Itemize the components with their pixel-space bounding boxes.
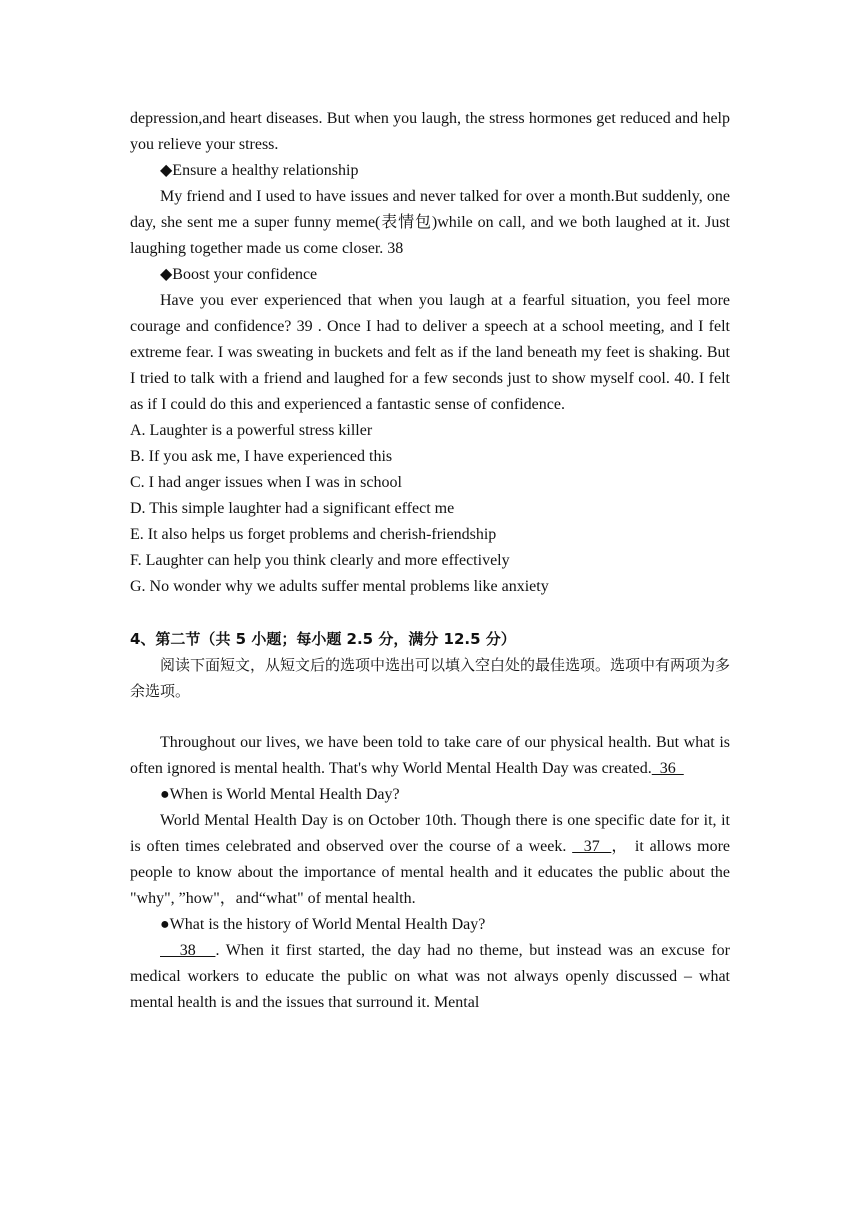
option-b: B. If you ask me, I have experienced this xyxy=(130,448,393,465)
history-text: . When it first started, the day had no theme, but instead was an excuse for medical workers to educate the public on what was not always openly discussed – what mental health is and the issues that surround it. Mental xyxy=(130,942,731,1011)
paragraph-when xyxy=(130,808,730,912)
option-a: A. Laughter is a powerful stress killer xyxy=(130,422,373,439)
heading-boost-confidence: ◆Boost your confidence xyxy=(160,266,318,283)
when-text-after: ， it allows more people to know about the importance of mental health and it educates the public about the "why", ”how"，and“what" of mental health. xyxy=(130,838,731,907)
intro-text: Throughout our lives, we have been told to take care of our physical health. But what is often ignored is mental health. That's why World Mental Health Day was created. xyxy=(130,734,730,777)
document-page xyxy=(130,106,730,1016)
paragraph-history xyxy=(130,938,730,1016)
option-e: E. It also helps us forget problems and cherish-friendship xyxy=(130,526,497,543)
option-g: G. No wonder why we adults suffer mental problems like anxiety xyxy=(130,578,549,595)
option-f: F. Laughter can help you think clearly and more effectively xyxy=(130,552,510,569)
heading-when: ●When is World Mental Health Day? xyxy=(160,786,400,803)
spacer xyxy=(130,600,730,626)
section-heading: 4、第二节（共 5 小题；每小题 2.5 分，满分 12.5 分） xyxy=(130,630,516,648)
when-text-before: World Mental Health Day is on October 10th. Though there is one specific date for it, it is often times celebrated and observed over the course of a week. xyxy=(130,812,730,855)
heading-healthy-relationship: ◆Ensure a healthy relationship xyxy=(160,162,359,179)
blank-38: 38 xyxy=(160,942,216,959)
blank-36: 36 xyxy=(651,760,684,777)
option-c: C. I had anger issues when I was in school xyxy=(130,474,402,491)
paragraph-relationship: My friend and I used to have issues and never talked for over a month.But suddenly, one day, she sent me a super funny meme(表情包)while on call, and we both laughed at it. Just laughing together made us come closer. 38 xyxy=(130,188,730,257)
paragraph-confidence: Have you ever experienced that when you laugh at a fearful situation, you feel more courage and confidence? 39 . Once I had to deliver a speech at a school meeting, and I felt extreme fear. I was sweating in buckets and felt as if the land beneath my feet is shaking. But I tried to talk with a friend and laughed for a few seconds just to show myself cool. 40. I felt as if I could do this and experienced a fantastic sense of confidence. xyxy=(130,292,730,413)
spacer xyxy=(130,704,730,730)
paragraph-intro xyxy=(130,730,730,782)
paragraph-stress-continued: depression,and heart diseases. But when you laugh, the stress hormones get reduced and help you relieve your stress. xyxy=(130,110,730,153)
heading-history: ●What is the history of World Mental Health Day? xyxy=(160,916,486,933)
option-d: D. This simple laughter had a significant effect me xyxy=(130,500,455,517)
blank-37: 37 xyxy=(572,838,612,855)
instructions: 阅读下面短文，从短文后的选项中选出可以填入空白处的最佳选项。选项中有两项为多余选项。 xyxy=(130,656,731,700)
